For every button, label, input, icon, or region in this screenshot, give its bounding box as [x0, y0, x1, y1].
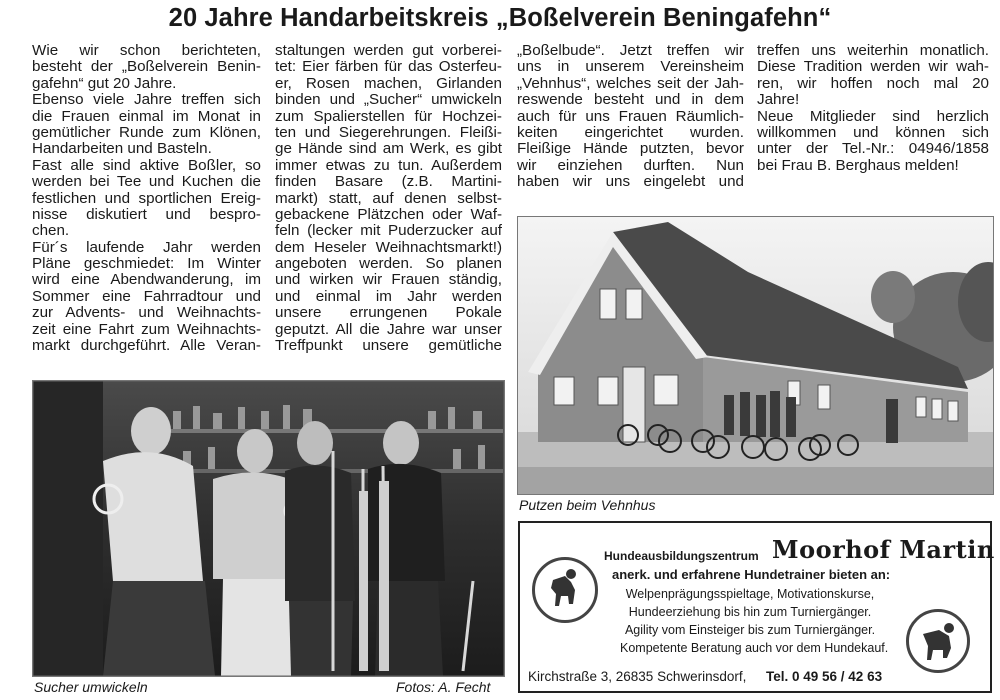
advertisement-box: [518, 521, 995, 693]
article-line: willkommen und können sich: [757, 123, 989, 141]
photo-sucher-umwickeln: [32, 380, 505, 677]
photo-clubhouse-building: [518, 217, 993, 494]
article-line: finden Basare (z.B. Martini-: [275, 173, 502, 191]
article-line: chen.: [32, 222, 70, 240]
article-line: besteht der „Boßelverein Benin-: [32, 58, 261, 76]
article-line: markt durchgeführt. Alle Veran-: [32, 337, 261, 355]
article-line: unsere errungenen Pokale: [275, 304, 502, 322]
article-line: Neue Mitglieder sind herzlich: [757, 107, 989, 125]
ad-center-label: Hundeausbildungszentrum: [604, 549, 759, 563]
article-column-2: [275, 43, 502, 354]
article-line: Diese Tradition werden wir wah-: [757, 58, 989, 76]
article-line: „Boßelbude“. Jetzt treffen wir: [517, 42, 744, 59]
article-title: 20 Jahre Handarbeitskreis „Boßelverein Beningafehn“: [168, 4, 832, 32]
ad-service-4: Kompetente Beratung auch vor dem Hundekauf.: [620, 641, 889, 655]
article-line: immer etwas zu tun. Außerdem: [275, 156, 502, 174]
caption-left-photo: Sucher umwickeln: [34, 679, 148, 695]
article-line: treffen uns weiterhin monatlich.: [757, 42, 989, 59]
article-line: ten und Siegerehrungen. Fleißi-: [275, 123, 502, 141]
dog-silhouette-icon: [909, 612, 967, 670]
ad-brand-name: Moorhof Martin: [772, 535, 995, 564]
article-line: zur Advents- und Weihnachts-: [32, 304, 261, 322]
article-line: Ebenso viele Jahre treffen sich: [32, 91, 261, 109]
article-line: geputzt. All die Jahre war unser: [275, 320, 502, 338]
article-line: unter der Tel.-Nr.: 04946/1858: [757, 140, 989, 158]
article-line: Pläne geschmiedet: Im Winter: [32, 255, 261, 273]
article-line: wir einziehen durften. Nun: [517, 156, 744, 174]
article-line: bei Frau B. Berghaus melden!: [757, 156, 959, 174]
ad-service-2: Hundeerziehung bis hin zum Turniergänger.: [628, 605, 872, 619]
article-line: gafehn“ gut 20 Jahre.: [32, 74, 177, 92]
ad-service-1: Welpenprägungsspieltage, Motivationskurse,: [625, 587, 875, 601]
ad-tagline: anerk. und erfahrene Hundetrainer bieten an:: [612, 567, 891, 582]
article-line: Handarbeiten und Basteln.: [32, 140, 212, 158]
article-line: haben wir uns eingelebt und: [517, 173, 744, 191]
article-line: festlichen und sportlichen Ereig-: [32, 189, 261, 207]
article-line: Fleißige Hände putzten, bevor: [517, 140, 744, 158]
article-line: Jahre!: [757, 91, 800, 109]
article-column-1: [32, 43, 261, 354]
caption-right-photo: Putzen beim Vehnhus: [519, 497, 656, 513]
article-line: tet: Eier färben für das Osterfeu-: [275, 58, 502, 76]
article-line: die Frauen einmal im Monat in: [32, 107, 261, 125]
article-line: gebackene Plätzchen oder Waf-: [275, 205, 502, 223]
article-line: Sommer eine Fahrradtour und: [32, 287, 261, 305]
article-line: auch für uns Frauen Räumlich-: [517, 107, 744, 125]
article-line: markt) statt, auf denen selbst-: [275, 189, 502, 207]
article-line: Für´s laufende Jahr werden: [32, 238, 261, 256]
dog-silhouette-icon: [535, 560, 595, 620]
photo-vehnhus: [517, 216, 994, 495]
ad-service-3: Agility vom Einsteiger bis zum Turniergänger.: [624, 623, 876, 637]
article-line: er, Rosen machen, Girlanden: [275, 74, 502, 92]
ad-address: Kirchstraße 3, 26835 Schwerinsdorf,: [528, 669, 747, 684]
article-line: Wie wir schon berichteten,: [32, 42, 261, 59]
ad-phone: Tel. 0 49 56 / 42 63: [766, 669, 883, 684]
caption-photo-credit: Fotos: A. Fecht: [396, 679, 491, 695]
article-line: zum Spalierstellen für Hochzei-: [275, 107, 502, 125]
article-line: keiten eingerichtet wurden.: [517, 123, 744, 141]
article-line: gemütlicher Runde zum Klönen,: [32, 123, 261, 141]
article-column-3: [517, 43, 744, 191]
article-line: binden und „Sucher“ umwickeln: [275, 91, 502, 109]
article-line: „Vehnhus“, welches seit der Jah-: [517, 74, 744, 92]
article-line: reswende besteht und in dem: [517, 91, 744, 109]
article-line: nisse diskutiert und bespro-: [32, 205, 261, 223]
article-line: und einmal im Jahr werden: [275, 287, 502, 305]
article-line: feln (lecker mit Puderzucker auf: [275, 222, 502, 240]
article-line: uns in unserem Vereinsheim: [517, 58, 744, 76]
article-line: staltungen werden gut vorberei-: [275, 42, 502, 59]
article-line: zeit eine Fahrt zum Weihnachts-: [32, 320, 261, 338]
article-line: werden bei Tee und Kuchen die: [32, 173, 261, 191]
article-line: ge Hände sind am Werk, es gibt: [275, 140, 502, 158]
article-line: und wirken wir Frauen ständig,: [275, 271, 502, 289]
article-line: dem Heseler Weihnachtsmarkt!): [275, 238, 502, 256]
photo-women-crafting: [33, 381, 504, 676]
article-column-4: [757, 43, 989, 174]
article-line: Treffpunkt unsere gemütliche: [275, 337, 502, 355]
article-line: Fast alle sind aktive Boßler, so: [32, 156, 261, 174]
article-line: angeboten werden. So planen: [275, 255, 502, 273]
dog-logo-left-icon: [532, 557, 598, 623]
article-line: ren, wir hoffen noch mal 20: [757, 74, 989, 92]
dog-logo-right-icon: [906, 609, 970, 673]
article-line: wird eine Abendwanderung, im: [32, 271, 261, 289]
